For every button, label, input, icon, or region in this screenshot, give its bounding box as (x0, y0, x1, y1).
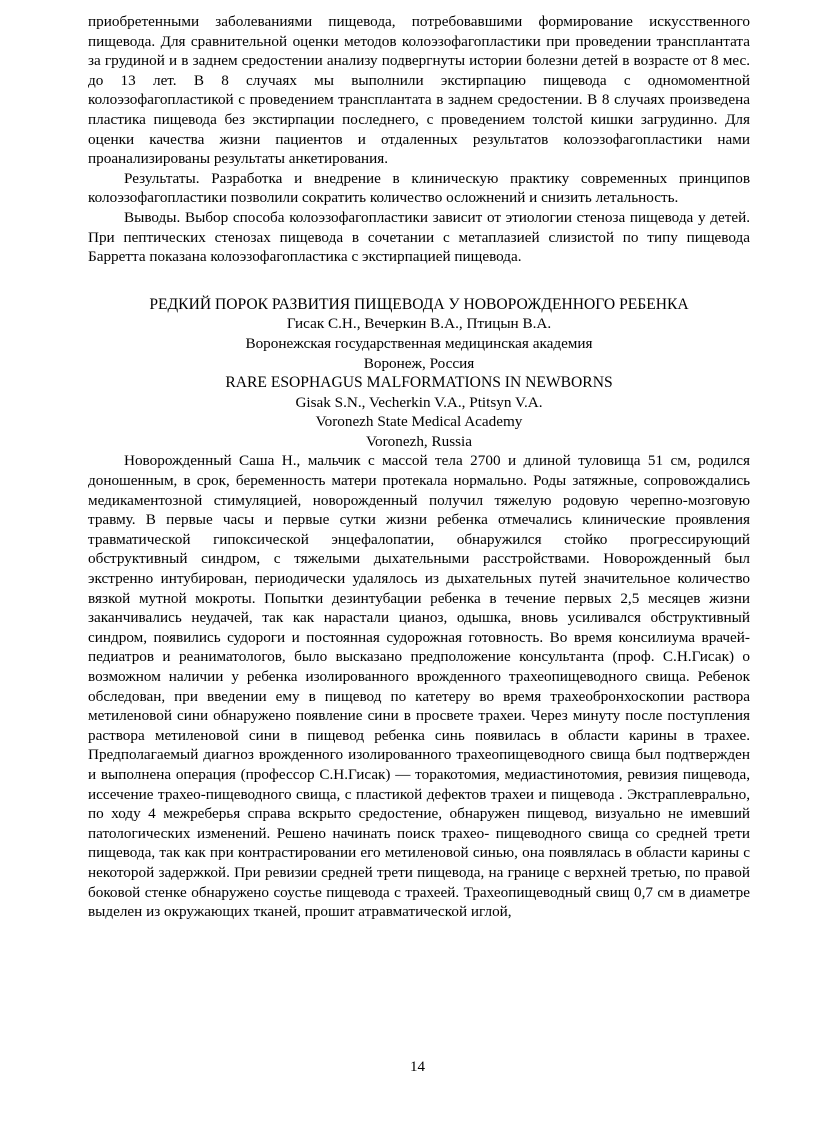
intro-paragraph-results: Результаты. Разработка и внедрение в клиническую практику современных принципов колоэзофагопластики позволили сократить количество осложнений и снизить летальность. (88, 169, 750, 207)
intro-paragraph-methods: приобретенными заболеваниями пищевода, потребовавшими формирование искусственного пищевода. Для сравнительной оценки методов колоэзофагопластики при проведении трансплантата за грудиной и в заднем средостении анализу подвергнуты истории болезни детей в возрасте от 8 мес. до 13 лет. В 8 случаях мы выполнили экстирпацию пищевода с одномоментной колоэзофагопластикой с проведением трансплантата в заднем средостении. В 8 случаях произведена пластика пищевода без экстирпации последнего, с проведением толстой кишки загрудинно. Для оценки качества жизни пациентов и отдаленных результатов колоэзофагопластики нами проанализированы результаты анкетирования. (88, 13, 750, 168)
article-authors-ru: Гисак С.Н., Вечеркин В.А., Птицын В.А. (286, 315, 552, 333)
article-institution-ru: Воронежская государственная медицинская академия (245, 334, 593, 352)
article-authors-en: Gisak S.N., Vecherkin V.A., Ptitsyn V.A. (295, 393, 543, 411)
article-title-en: RARE ESOPHAGUS MALFORMATIONS IN NEWBORNS (225, 374, 613, 392)
intro-paragraph-conclusions: Выводы. Выбор способа колоэзофагопластики зависит от этиологии стеноза пищевода у детей. При пептических стенозах пищевода в сочетании с метаплазией слизистой по типу пищевода Барретта показана колоэзофагопластика с экстирпацией пищевода. (88, 208, 750, 266)
article-title-ru: РЕДКИЙ ПОРОК РАЗВИТИЯ ПИЩЕВОДА У НОВОРОЖДЕННОГО РЕБЕНКА (149, 295, 689, 313)
article-body: Новорожденный Саша Н., мальчик с массой тела 2700 и длиной туловища 51 см, родился доношенным, в срок, беременность матери протекала нормально. Роды затяжные, сопровождались медикаментозной стимуляцией, новорожденный получил тяжелую родовую черепно-мозговую травму. В первые часы и первые сутки жизни ребенка отмечались клинические проявления травматической гипоксической энцефалопатии, обнаружился стойко прогрессирующий обструктивный синдром, с тяжелыми дыхательными расстройствами. Новорожденный был экстренно интубирован, периодически удалялось из дыхательных путей значительное количество вязкой мутной мокроты. Попытки дезинтубации ребенка в течение первых 2,5 месяцев жизни заканчивались неудачей, так как нарастали цианоз, одышка, вновь усиливался обструктивный синдром, появились судороги и постоянная судорожная готовность. Во время консилиума врачей-педиатров и реаниматологов, было высказано предположение консультанта (проф. С.Н.Гисак) о возможном наличии у ребенка изолированного врожденного трахеопищеводного свища. Ребенок обследован, при введении ему в пищевод по катетеру во время трахеобронхоскопии раствора метиленовой сини обнаружено появление сини в просвете трахеи. Через минуту после поступления раствора метиленовой сини в пищевод ребенка синь появилась в области карины в трахее. Предполагаемый диагноз врожденного изолированного трахеопищеводного свища был подтвержден и выполнена операция (профессор С.Н.Гисак) — торакотомия, медиастинотомия, ревизия пищевода, иссечение трахео-пищеводного свища, с пластикой дефектов трахеи и пищевода . Экстраплеврально, по ходу 4 межреберья справа вскрыто средостение, обнаружен пищевод, визуально не имевший патологических изменений. Решено начинать поиск трахео- пищеводного свища со средней трети пищевода, так как при контрастировании его метиленовой синью, она появлялась в области карины с некоторой задержкой. При ревизии средней трети пищевода, на границе с верхней третью, по правой боковой стенке обнаружено соустье пищевода с трахеей. Трахеопищеводный свищ 0,7 см в диаметре выделен из окружающих тканей, прошит атравматической иглой, (88, 452, 750, 921)
article-city-ru: Воронеж, Россия (363, 354, 475, 372)
article-header (88, 295, 750, 452)
article-city-en: Voronezh, Russia (365, 432, 473, 450)
document-page (88, 12, 750, 922)
page-number: 14 (410, 1059, 425, 1075)
article-institution-en: Voronezh State Medical Academy (315, 413, 523, 431)
section-gap (88, 267, 750, 295)
